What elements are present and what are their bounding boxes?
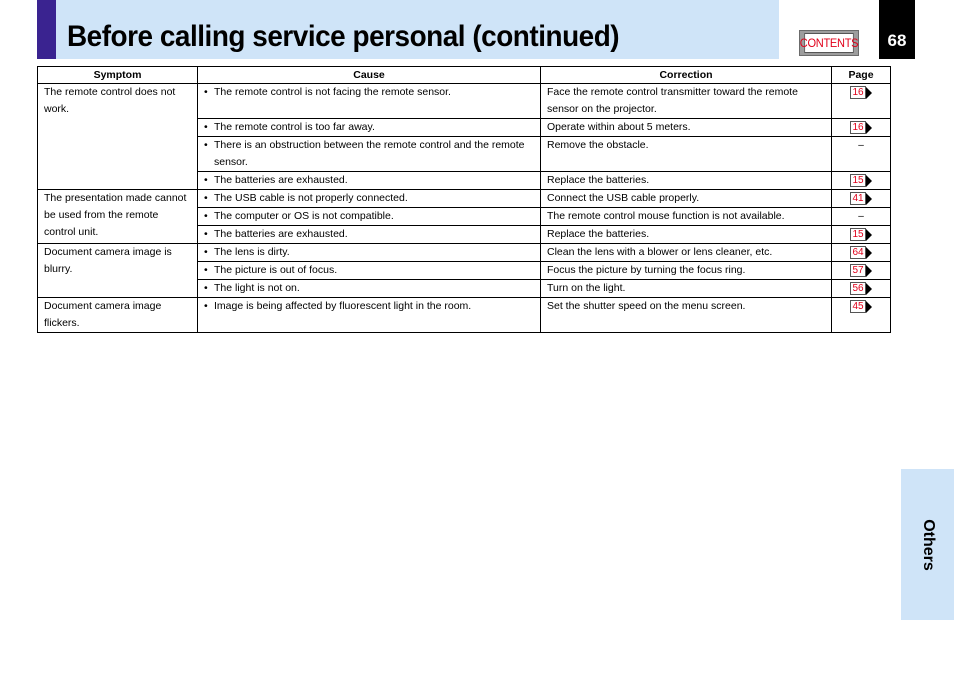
troubleshooting-table: [37, 66, 891, 333]
correction-cell: Turn on the light.: [541, 280, 832, 298]
bullet-icon: •: [204, 139, 208, 151]
cause-text: The picture is out of focus.: [214, 264, 338, 276]
table-header-row: [38, 67, 891, 84]
no-page-dash: –: [858, 211, 864, 222]
header-correction: Correction: [541, 67, 832, 84]
correction-cell: Connect the USB cable properly.: [541, 190, 832, 208]
cause-text: The batteries are exhausted.: [214, 174, 348, 186]
table-row: [38, 84, 891, 119]
symptom-cell: Document camera image flickers.: [38, 298, 198, 333]
page-link[interactable]: [850, 174, 872, 187]
cause-cell: [198, 226, 541, 244]
page-link-number: 15: [850, 174, 866, 187]
cause-cell: [198, 208, 541, 226]
header-cause: Cause: [198, 67, 541, 84]
cause-cell: [198, 298, 541, 333]
contents-button-label: CONTENTS: [804, 33, 854, 53]
page-link[interactable]: [850, 264, 872, 277]
correction-cell: Focus the picture by turning the focus ring.: [541, 262, 832, 280]
bullet-icon: •: [204, 174, 208, 186]
bullet-icon: •: [204, 282, 208, 294]
correction-cell: Replace the batteries.: [541, 226, 832, 244]
cause-cell: [198, 262, 541, 280]
contents-button[interactable]: [799, 30, 859, 56]
no-page-dash: –: [858, 140, 864, 151]
correction-cell: Replace the batteries.: [541, 172, 832, 190]
arrow-right-icon: [866, 301, 872, 313]
page-link-number: 15: [850, 228, 866, 241]
cause-cell: [198, 172, 541, 190]
arrow-right-icon: [866, 247, 872, 259]
symptom-cell: The remote control does not work.: [38, 84, 198, 190]
page-link[interactable]: [850, 192, 872, 205]
page-link-number: 56: [850, 282, 866, 295]
cause-text: Image is being affected by fluorescent light in the room.: [214, 300, 472, 312]
table-row: [38, 190, 891, 208]
page-cell: [832, 84, 891, 119]
side-tab-label: Others: [919, 518, 937, 571]
cause-cell: [198, 119, 541, 137]
page-cell: [832, 119, 891, 137]
page-link-number: 64: [850, 246, 866, 259]
bullet-icon: •: [204, 264, 208, 276]
table-row: [38, 244, 891, 262]
arrow-right-icon: [866, 283, 872, 295]
table-row: [38, 298, 891, 333]
page-cell: [832, 262, 891, 280]
bullet-icon: •: [204, 192, 208, 204]
symptom-cell: Document camera image is blurry.: [38, 244, 198, 298]
cause-cell: [198, 280, 541, 298]
arrow-right-icon: [866, 193, 872, 205]
page-cell: [832, 137, 891, 172]
symptom-cell: The presentation made cannot be used from the remote control unit.: [38, 190, 198, 244]
cause-cell: [198, 137, 541, 172]
correction-cell: The remote control mouse function is not available.: [541, 208, 832, 226]
page-link[interactable]: [850, 282, 872, 295]
bullet-icon: •: [204, 228, 208, 240]
bullet-icon: •: [204, 246, 208, 258]
arrow-right-icon: [866, 229, 872, 241]
page-cell: [832, 244, 891, 262]
page-number: 68: [879, 0, 915, 59]
page-link-number: 57: [850, 264, 866, 277]
bullet-icon: •: [204, 121, 208, 133]
page-link-number: 16: [850, 86, 866, 99]
page-link[interactable]: [850, 246, 872, 259]
page-link[interactable]: [850, 228, 872, 241]
page-link-number: 45: [850, 300, 866, 313]
page-cell: [832, 190, 891, 208]
correction-cell: Remove the obstacle.: [541, 137, 832, 172]
page-link-number: 41: [850, 192, 866, 205]
page-cell: [832, 298, 891, 333]
cause-cell: [198, 244, 541, 262]
cause-text: The USB cable is not properly connected.: [214, 192, 408, 204]
cause-cell: [198, 84, 541, 119]
bullet-icon: •: [204, 210, 208, 222]
page-title: Before calling service personal (continued): [67, 20, 620, 53]
page-cell: [832, 280, 891, 298]
cause-text: The lens is dirty.: [214, 246, 290, 258]
side-tab-others[interactable]: [901, 469, 954, 620]
cause-text: The batteries are exhausted.: [214, 228, 348, 240]
arrow-right-icon: [866, 175, 872, 187]
cause-text: The remote control is too far away.: [214, 121, 375, 133]
arrow-right-icon: [866, 87, 872, 99]
table-body: [38, 84, 891, 333]
correction-cell: Clean the lens with a blower or lens cleaner, etc.: [541, 244, 832, 262]
arrow-right-icon: [866, 265, 872, 277]
correction-cell: Set the shutter speed on the menu screen.: [541, 298, 832, 333]
page-cell: [832, 172, 891, 190]
bullet-icon: •: [204, 300, 208, 312]
correction-cell: Face the remote control transmitter toward the remote sensor on the projector.: [541, 84, 832, 119]
correction-cell: Operate within about 5 meters.: [541, 119, 832, 137]
cause-text: The light is not on.: [214, 282, 300, 294]
cause-text: The remote control is not facing the remote sensor.: [214, 86, 451, 98]
header-page: Page: [832, 67, 891, 84]
page-link[interactable]: [850, 121, 872, 134]
page-cell: [832, 226, 891, 244]
cause-text: There is an obstruction between the remote control and the remote sensor.: [214, 139, 525, 168]
arrow-right-icon: [866, 122, 872, 134]
header-symptom: Symptom: [38, 67, 198, 84]
page-link-number: 16: [850, 121, 866, 134]
cause-cell: [198, 190, 541, 208]
header-accent-bar: [37, 0, 56, 59]
bullet-icon: •: [204, 86, 208, 98]
page-link[interactable]: [850, 300, 872, 313]
cause-text: The computer or OS is not compatible.: [214, 210, 394, 222]
page-link[interactable]: [850, 86, 872, 99]
page-cell: [832, 208, 891, 226]
